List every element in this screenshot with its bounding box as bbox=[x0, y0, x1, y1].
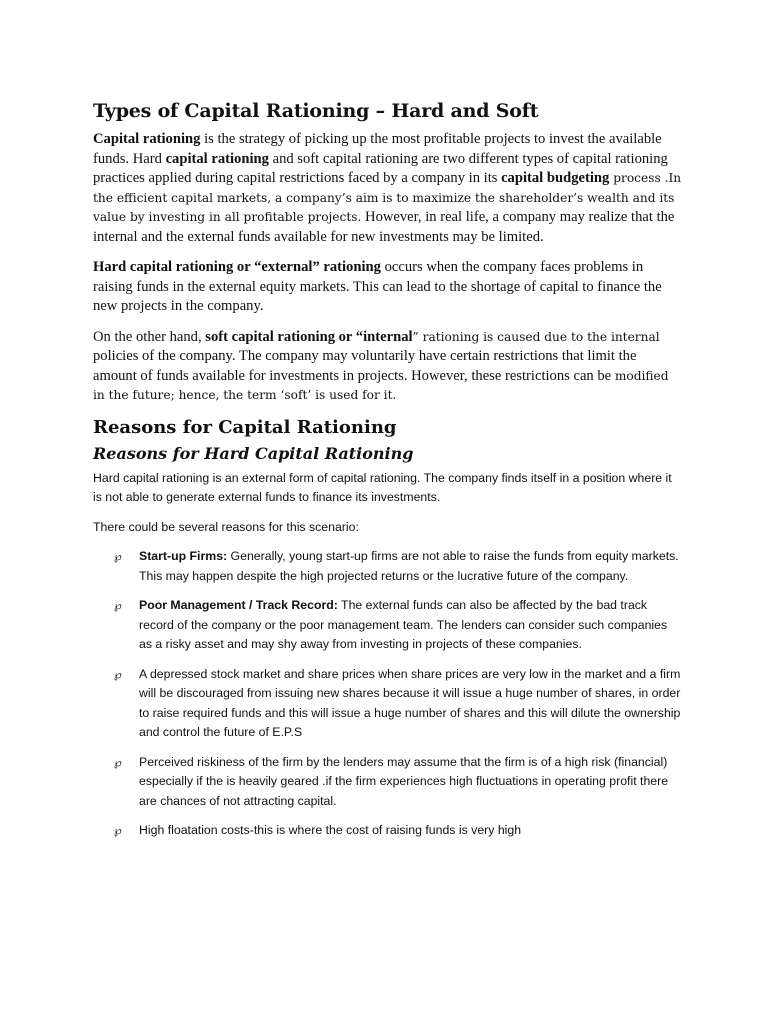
page-title: Types of Capital Rationing – Hard and Soft bbox=[93, 100, 539, 122]
term-capital-budgeting: capital budgeting bbox=[501, 170, 610, 186]
bullet-icon: ℘ bbox=[114, 755, 122, 769]
soft-rationing-paragraph bbox=[93, 328, 683, 406]
term-capital-rationing: Capital rationing bbox=[93, 131, 201, 147]
list-item bbox=[93, 665, 683, 743]
reason-text: Generally, young start-up firms are not able to raise the funds from equity markets. This may happen despite the high projected returns or the lucrative future of the company. bbox=[139, 549, 679, 583]
hard-rationing-text: occurs when the company faces problems in raising funds in the external equity markets. This can lead to the shortage of capital to finance the new projects in the company. bbox=[93, 259, 662, 314]
intro-text-1: is the strategy of picking up the most profitable projects to invest the available funds. Hard bbox=[93, 131, 662, 167]
bullet-icon: ℘ bbox=[114, 550, 122, 563]
hard-intro-paragraph: Hard capital rationing is an external form of capital rationing. The company finds itself in a position where it is not able to generate external funds to finance its investments. bbox=[93, 470, 672, 504]
bullet-icon: ℘ bbox=[114, 824, 122, 837]
reason-text: A depressed stock market and share prices when share prices are very low in the market and a firm will be discouraged from issuing new shares because it will issue a huge number of shares, in order to raise required funds and this will issue a huge number of shares and this will dilute the ownership and control the future of E.P.S bbox=[139, 666, 681, 739]
hard-rationing-paragraph bbox=[93, 258, 683, 317]
intro-text-3: process .In the efficient capital markets, a company’s aim is to maximize the shareholder’s wealth and its value by investing in all profitable projects. bbox=[93, 171, 682, 224]
scenario-paragraph: There could be several reasons for this scenario: bbox=[93, 519, 359, 534]
intro-text-4: However, in real life, a company may realize that the internal and the external funds available for new investments may be limited. bbox=[93, 209, 675, 245]
reason-label: Poor Management / Track Record: bbox=[139, 598, 338, 612]
reason-label: Start-up Firms: bbox=[139, 549, 228, 563]
intro-text-2: and soft capital rationing are two different types of capital rationing practices applied during capital restrictions faced by a company in its bbox=[93, 150, 668, 186]
term-hard-rationing: Hard capital rationing or “external” rationing bbox=[93, 259, 381, 275]
reason-text: Perceived riskiness of the firm by the lenders may assume that the firm is of a high risk (financial) especially if the is heavily geared .if the firm experiences high fluctuations in operating profit there are chances of not attracting capital. bbox=[139, 754, 669, 808]
reason-text: The external funds can also be affected by the bad track record of the company or the poor management team. The lenders can consider such companies as a risky asset and may shy away from investing in projects of these companies. bbox=[139, 598, 668, 651]
term-capital-rationing-2: capital rationing bbox=[165, 150, 269, 167]
hard-reasons-heading: Reasons for Hard Capital Rationing bbox=[93, 443, 414, 463]
reasons-heading: Reasons for Capital Rationing bbox=[93, 416, 397, 438]
reason-text: High floatation costs-this is where the cost of raising funds is very high bbox=[139, 823, 522, 837]
intro-paragraph bbox=[93, 130, 683, 247]
bullet-icon: ℘ bbox=[114, 667, 122, 681]
document-page bbox=[93, 100, 683, 851]
reasons-list bbox=[93, 547, 683, 841]
term-soft-rationing: soft capital rationing or “internal bbox=[205, 328, 413, 345]
soft-text-2: policies of the company. The company may voluntarily have certain restrictions that limit the amount of funds available for investments in projects. However, these restrictions can be bbox=[93, 348, 637, 384]
list-item bbox=[93, 821, 683, 841]
list-item bbox=[93, 596, 683, 655]
soft-text-0: On the other hand, bbox=[93, 328, 206, 345]
list-item bbox=[93, 547, 683, 586]
bullet-icon: ℘ bbox=[114, 599, 122, 612]
soft-text-3: modified in the future; hence, the term ‘soft’ is used for it. bbox=[93, 368, 669, 402]
list-item bbox=[93, 753, 683, 812]
soft-text-1: ” rationing is caused due to the internal bbox=[412, 329, 660, 344]
